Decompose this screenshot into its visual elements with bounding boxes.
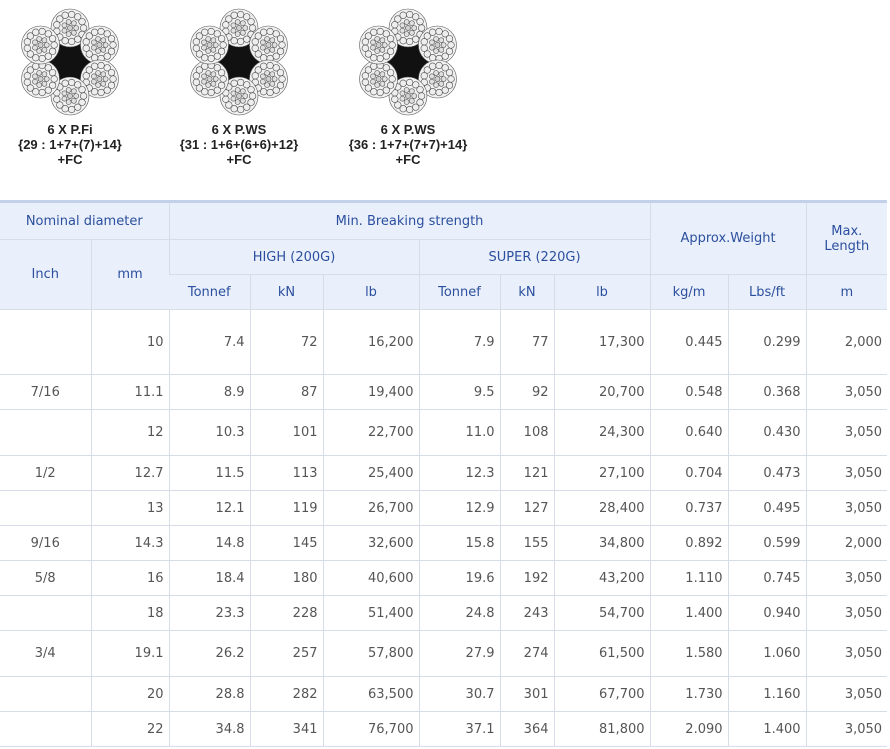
cell-lbsft: 0.473 (728, 456, 806, 491)
cell-lbsft: 0.745 (728, 561, 806, 596)
rope-construction: {36 : 1+7+(7+7)+14} (348, 137, 468, 152)
header-max-length-line2: Length (824, 238, 870, 254)
cell-lbsft: 0.430 (728, 410, 806, 456)
cell-mm: 14.3 (91, 526, 169, 561)
rope-cross-section-image (183, 6, 295, 118)
rope-diagram-1 (0, 6, 145, 167)
cell-super-tonnef: 19.6 (419, 561, 500, 596)
cell-high-lb: 16,200 (323, 310, 419, 375)
cell-m: 3,050 (806, 561, 887, 596)
cell-super-lb: 28,400 (554, 491, 650, 526)
cell-super-tonnef: 12.9 (419, 491, 500, 526)
cell-super-kn: 121 (500, 456, 554, 491)
header-high-lb: lb (323, 275, 419, 310)
cell-high-kn: 72 (250, 310, 323, 375)
cell-lbsft: 0.368 (728, 375, 806, 410)
table-row (0, 631, 887, 677)
cell-m: 3,050 (806, 712, 887, 747)
header-max-length (806, 202, 887, 275)
cell-high-tonnef: 11.5 (169, 456, 250, 491)
header-nominal-diameter: Nominal diameter (0, 202, 169, 240)
cell-super-lb: 20,700 (554, 375, 650, 410)
cell-super-tonnef: 9.5 (419, 375, 500, 410)
header-min-breaking-strength: Min. Breaking strength (169, 202, 650, 240)
cell-kgm: 1.580 (650, 631, 728, 677)
cell-super-lb: 54,700 (554, 596, 650, 631)
cell-super-tonnef: 11.0 (419, 410, 500, 456)
header-super-kn: kN (500, 275, 554, 310)
cell-super-tonnef: 12.3 (419, 456, 500, 491)
cell-inch: 1/2 (0, 456, 91, 491)
cell-high-lb: 40,600 (323, 561, 419, 596)
cell-mm: 22 (91, 712, 169, 747)
cell-mm: 11.1 (91, 375, 169, 410)
table-row (0, 456, 887, 491)
cell-super-kn: 155 (500, 526, 554, 561)
cell-high-kn: 282 (250, 677, 323, 712)
cell-high-kn: 101 (250, 410, 323, 456)
cell-kgm: 0.640 (650, 410, 728, 456)
rope-diagrams (0, 0, 890, 195)
cell-inch (0, 677, 91, 712)
cell-high-tonnef: 23.3 (169, 596, 250, 631)
table-row (0, 375, 887, 410)
cell-high-tonnef: 34.8 (169, 712, 250, 747)
cell-m: 3,050 (806, 456, 887, 491)
cell-kgm: 0.445 (650, 310, 728, 375)
cell-mm: 12 (91, 410, 169, 456)
header-super-lb: lb (554, 275, 650, 310)
cell-super-kn: 301 (500, 677, 554, 712)
cell-inch (0, 410, 91, 456)
cell-super-kn: 364 (500, 712, 554, 747)
rope-name: 6 X P.WS (211, 122, 267, 137)
cell-high-kn: 257 (250, 631, 323, 677)
cell-high-kn: 341 (250, 712, 323, 747)
cell-high-kn: 113 (250, 456, 323, 491)
table-row (0, 410, 887, 456)
cell-m: 2,000 (806, 526, 887, 561)
cell-mm: 19.1 (91, 631, 169, 677)
cell-super-lb: 24,300 (554, 410, 650, 456)
cell-super-kn: 77 (500, 310, 554, 375)
rope-cross-section-image (14, 6, 126, 118)
cell-super-lb: 34,800 (554, 526, 650, 561)
cell-high-tonnef: 7.4 (169, 310, 250, 375)
rope-diagram-3 (333, 6, 483, 167)
header-high-kn: kN (250, 275, 323, 310)
cell-mm: 20 (91, 677, 169, 712)
rope-name: 6 X P.WS (380, 122, 436, 137)
table-row (0, 677, 887, 712)
cell-super-lb: 17,300 (554, 310, 650, 375)
cell-mm: 12.7 (91, 456, 169, 491)
rope-name: 6 X P.Fi (47, 122, 93, 137)
rope-cross-section-image (352, 6, 464, 118)
cell-mm: 16 (91, 561, 169, 596)
table-row (0, 491, 887, 526)
rope-construction: {31 : 1+6+(6+6)+12} (179, 137, 299, 152)
cell-super-lb: 27,100 (554, 456, 650, 491)
header-inch: Inch (0, 240, 91, 310)
cell-lbsft: 0.495 (728, 491, 806, 526)
cell-super-tonnef: 27.9 (419, 631, 500, 677)
cell-high-lb: 57,800 (323, 631, 419, 677)
table-row (0, 712, 887, 747)
cell-m: 3,050 (806, 491, 887, 526)
table-row (0, 310, 887, 375)
header-super: SUPER (220G) (419, 240, 650, 275)
cell-high-lb: 63,500 (323, 677, 419, 712)
cell-high-kn: 119 (250, 491, 323, 526)
cell-inch: 9/16 (0, 526, 91, 561)
table-row (0, 561, 887, 596)
cell-super-lb: 43,200 (554, 561, 650, 596)
cell-high-lb: 19,400 (323, 375, 419, 410)
cell-high-tonnef: 10.3 (169, 410, 250, 456)
header-max-length-line1: Max. (831, 223, 863, 239)
rope-diagram-2 (164, 6, 314, 167)
rope-construction: {29 : 1+7+(7)+14} (18, 137, 122, 152)
cell-high-kn: 87 (250, 375, 323, 410)
cell-super-kn: 192 (500, 561, 554, 596)
cell-m: 3,050 (806, 596, 887, 631)
cell-super-lb: 81,800 (554, 712, 650, 747)
cell-high-lb: 26,700 (323, 491, 419, 526)
cell-super-tonnef: 37.1 (419, 712, 500, 747)
cell-lbsft: 0.940 (728, 596, 806, 631)
header-mm: mm (91, 240, 169, 310)
header-high: HIGH (200G) (169, 240, 419, 275)
cell-mm: 18 (91, 596, 169, 631)
cell-high-lb: 25,400 (323, 456, 419, 491)
cell-inch (0, 310, 91, 375)
spec-table (0, 200, 887, 747)
cell-kgm: 0.892 (650, 526, 728, 561)
cell-m: 2,000 (806, 310, 887, 375)
cell-high-lb: 32,600 (323, 526, 419, 561)
table-body (0, 310, 887, 747)
cell-high-tonnef: 12.1 (169, 491, 250, 526)
cell-lbsft: 1.060 (728, 631, 806, 677)
cell-super-lb: 61,500 (554, 631, 650, 677)
cell-super-kn: 127 (500, 491, 554, 526)
cell-inch (0, 596, 91, 631)
cell-super-kn: 108 (500, 410, 554, 456)
cell-high-lb: 76,700 (323, 712, 419, 747)
cell-super-tonnef: 7.9 (419, 310, 500, 375)
cell-lbsft: 1.160 (728, 677, 806, 712)
cell-m: 3,050 (806, 375, 887, 410)
rope-core: +FC (395, 152, 421, 167)
cell-super-lb: 67,700 (554, 677, 650, 712)
cell-kgm: 0.737 (650, 491, 728, 526)
cell-super-tonnef: 30.7 (419, 677, 500, 712)
header-super-tonnef: Tonnef (419, 275, 500, 310)
table-row (0, 596, 887, 631)
cell-high-tonnef: 26.2 (169, 631, 250, 677)
cell-super-tonnef: 24.8 (419, 596, 500, 631)
header-kgm: kg/m (650, 275, 728, 310)
cell-lbsft: 0.599 (728, 526, 806, 561)
cell-super-kn: 274 (500, 631, 554, 677)
cell-m: 3,050 (806, 677, 887, 712)
header-lbsft: Lbs/ft (728, 275, 806, 310)
cell-super-kn: 243 (500, 596, 554, 631)
cell-mm: 10 (91, 310, 169, 375)
cell-m: 3,050 (806, 631, 887, 677)
cell-high-tonnef: 18.4 (169, 561, 250, 596)
cell-high-tonnef: 8.9 (169, 375, 250, 410)
cell-kgm: 1.400 (650, 596, 728, 631)
cell-kgm: 1.730 (650, 677, 728, 712)
cell-inch (0, 712, 91, 747)
cell-super-tonnef: 15.8 (419, 526, 500, 561)
header-m: m (806, 275, 887, 310)
rope-core: +FC (226, 152, 252, 167)
cell-inch: 3/4 (0, 631, 91, 677)
cell-inch: 5/8 (0, 561, 91, 596)
table-row (0, 526, 887, 561)
cell-m: 3,050 (806, 410, 887, 456)
cell-kgm: 1.110 (650, 561, 728, 596)
cell-kgm: 2.090 (650, 712, 728, 747)
cell-high-kn: 180 (250, 561, 323, 596)
cell-super-kn: 92 (500, 375, 554, 410)
rope-core: +FC (57, 152, 83, 167)
cell-kgm: 0.548 (650, 375, 728, 410)
cell-high-tonnef: 14.8 (169, 526, 250, 561)
header-high-tonnef: Tonnef (169, 275, 250, 310)
cell-kgm: 0.704 (650, 456, 728, 491)
cell-high-lb: 22,700 (323, 410, 419, 456)
cell-high-kn: 145 (250, 526, 323, 561)
cell-mm: 13 (91, 491, 169, 526)
cell-high-tonnef: 28.8 (169, 677, 250, 712)
cell-high-lb: 51,400 (323, 596, 419, 631)
cell-lbsft: 0.299 (728, 310, 806, 375)
cell-inch (0, 491, 91, 526)
cell-high-kn: 228 (250, 596, 323, 631)
cell-lbsft: 1.400 (728, 712, 806, 747)
cell-inch: 7/16 (0, 375, 91, 410)
header-approx-weight: Approx.Weight (650, 202, 806, 275)
